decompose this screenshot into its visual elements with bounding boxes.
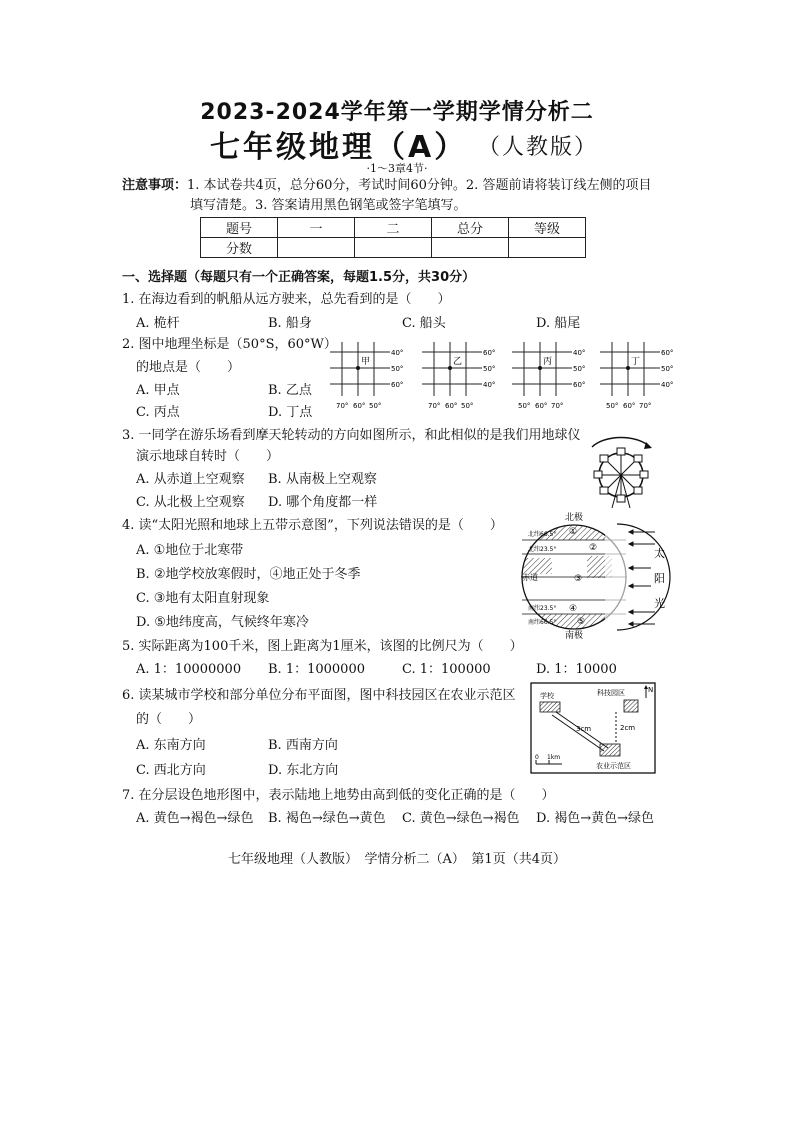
lon-label: 70° xyxy=(336,402,349,410)
q7-stem: 7. 在分层设色地形图中，表示陆地上地势由高到低的变化正确的是（ ） xyxy=(122,788,555,803)
score-table xyxy=(200,217,586,258)
q2-grid-ding xyxy=(600,342,660,396)
lon-label: 60° xyxy=(623,402,636,410)
q3-stem: 3. 一同学在游乐场看到摩天轮转动的方向如图所示，和此相似的是我们用地球仪 xyxy=(122,428,581,443)
section-title: 一、选择题（每题只有一个正确答案，每题1.5分，共30分） xyxy=(122,270,476,285)
lon-label: 70° xyxy=(639,402,652,410)
point-marker xyxy=(538,366,542,370)
q2-grid-jia xyxy=(330,342,390,396)
lat-label: 40° xyxy=(483,381,496,389)
distance-label: 3cm xyxy=(576,725,592,733)
q2-grid-yi xyxy=(422,342,482,396)
q4-stem: 4. 读“太阳光照和地球上五带示意图”，下列说法错误的是（ ） xyxy=(122,518,503,533)
lat-label: 50° xyxy=(661,365,674,373)
q1-option-d[interactable]: D. 船尾 xyxy=(536,316,581,331)
lat-label: 60° xyxy=(483,349,496,357)
zone-mark: ⑤ xyxy=(577,617,586,627)
table-cell: 总分 xyxy=(432,218,509,238)
farm-label: 农业示范区 xyxy=(596,762,631,770)
table-cell: 等级 xyxy=(509,218,586,238)
q2-stem: 2. 图中地理坐标是（50°S，60°W） xyxy=(122,337,337,352)
ferris-wheel-icon xyxy=(584,425,658,509)
lon-label: 50° xyxy=(518,402,531,410)
equator-label: 赤道 xyxy=(522,573,538,582)
q2-grid-bing xyxy=(512,342,572,396)
lat-label: 50° xyxy=(573,365,586,373)
lat-label: 60° xyxy=(391,381,404,389)
notice-label: 注意事项： xyxy=(122,178,188,193)
q3-option-d[interactable]: D. 哪个角度都一样 xyxy=(268,495,378,510)
zone-mark: ③ xyxy=(574,574,583,584)
lon-label: 70° xyxy=(551,402,564,410)
score-input-cell[interactable] xyxy=(432,238,509,258)
scope-label: ·1～3章4节· xyxy=(366,162,428,175)
exam-title: 2023-2024学年第一学期学情分析二 xyxy=(200,100,594,125)
lat-label: 40° xyxy=(573,349,586,357)
q2-fig-label: 丙 xyxy=(543,357,553,367)
q2-stem2: 的地点是（ ） xyxy=(136,360,241,375)
school-block xyxy=(540,702,560,712)
score-table-row xyxy=(201,218,586,238)
q6-option-b[interactable]: B. 西南方向 xyxy=(268,738,338,753)
q2-option-d[interactable]: D. 丁点 xyxy=(268,405,313,420)
lon-label: 50° xyxy=(606,402,619,410)
zone-mark: ② xyxy=(589,543,598,553)
q6-stem2: 的（ ） xyxy=(136,712,202,727)
tech-park-block xyxy=(624,700,638,712)
school-label: 学校 xyxy=(540,692,554,700)
sunlight-label: 光 xyxy=(654,597,665,610)
lat-label: 60° xyxy=(573,381,586,389)
lon-label: 70° xyxy=(428,402,441,410)
subject-title: 七年级地理（A） xyxy=(210,130,468,165)
q3-option-b[interactable]: B. 从南极上空观察 xyxy=(268,472,377,487)
table-cell: 一 xyxy=(278,218,355,238)
q1-option-b[interactable]: B. 船身 xyxy=(268,316,312,331)
q4-option-d[interactable]: D. ⑤地纬度高，气候终年寒冷 xyxy=(136,615,309,630)
q7-option-a[interactable]: A. 黄色→褐色→绿色 xyxy=(136,811,254,826)
q1-option-a[interactable]: A. 桅杆 xyxy=(136,316,180,331)
city-map-figure xyxy=(530,682,656,774)
lat-label: 50° xyxy=(391,365,404,373)
scale-label: 1km xyxy=(547,754,561,761)
point-marker xyxy=(448,366,452,370)
scale-label: 0 xyxy=(535,754,539,761)
q3-stem2: 演示地球自转时（ ） xyxy=(136,449,280,464)
lat-label: 60° xyxy=(661,349,674,357)
q6-option-d[interactable]: D. 东北方向 xyxy=(268,763,339,778)
q7-option-b[interactable]: B. 褐色→绿色→黄色 xyxy=(268,811,386,826)
q6-stem: 6. 读某城市学校和部分单位分布平面图，图中科技园区在农业示范区 xyxy=(122,688,516,703)
q5-option-b[interactable]: B. 1：1000000 xyxy=(268,662,365,677)
q7-option-c[interactable]: C. 黄色→绿色→褐色 xyxy=(402,811,520,826)
lat-label: 南纬23.5° xyxy=(528,605,557,612)
q1-option-c[interactable]: C. 船头 xyxy=(402,316,446,331)
q2-option-b[interactable]: B. 乙点 xyxy=(268,383,312,398)
score-input-cell[interactable] xyxy=(278,238,355,258)
zone-mark: ① xyxy=(569,527,578,537)
q4-option-b[interactable]: B. ②地学校放寒假时，④地正处于冬季 xyxy=(136,567,361,582)
q5-option-d[interactable]: D. 1：10000 xyxy=(536,662,617,677)
q6-option-c[interactable]: C. 西北方向 xyxy=(136,763,206,778)
sunlight-label: 阳 xyxy=(654,572,665,585)
distance-label: 2cm xyxy=(620,724,636,732)
q5-option-a[interactable]: A. 1：10000000 xyxy=(136,662,242,677)
edition-label: （人教版） xyxy=(478,135,599,160)
score-input-cell[interactable] xyxy=(509,238,586,258)
q6-option-a[interactable]: A. 东南方向 xyxy=(136,738,206,753)
tech-park-label: 科技园区 xyxy=(597,689,625,697)
notice-line1 xyxy=(122,178,651,194)
sunlight-label: 太 xyxy=(654,547,665,560)
q2-option-a[interactable]: A. 甲点 xyxy=(136,383,180,398)
score-table-row xyxy=(201,238,586,258)
lon-label: 50° xyxy=(461,402,474,410)
q5-stem: 5. 实际距离为100千米，图上距离为1厘米，该图的比例尺为（ ） xyxy=(122,639,523,654)
north-label: N xyxy=(648,686,654,694)
page-footer: 七年级地理（人教版） 学情分析二（A） 第1页（共4页） xyxy=(228,852,566,867)
q2-coordinate-figures xyxy=(325,340,674,412)
q3-option-a[interactable]: A. 从赤道上空观察 xyxy=(136,472,245,487)
q4-option-c[interactable]: C. ③地有太阳直射现象 xyxy=(136,591,270,606)
q2-fig-label: 乙 xyxy=(453,357,463,367)
q3-option-c[interactable]: C. 从北极上空观察 xyxy=(136,495,245,510)
point-marker xyxy=(356,366,360,370)
q2-fig-label: 甲 xyxy=(361,357,371,367)
q2-option-c[interactable]: C. 丙点 xyxy=(136,405,180,420)
table-cell: 分数 xyxy=(201,238,278,258)
q1-stem: 1. 在海边看到的帆船从远方驶来，总先看到的是（ ） xyxy=(122,292,451,307)
lon-label: 60° xyxy=(445,402,458,410)
table-cell: 题号 xyxy=(201,218,278,238)
point-marker xyxy=(626,366,630,370)
table-cell: 二 xyxy=(355,218,432,238)
lat-label: 50° xyxy=(483,365,496,373)
q7-option-d[interactable]: D. 褐色→黄色→绿色 xyxy=(536,811,655,826)
notice-text1: 1. 本试卷共4页，总分60分，考试时间60分钟。2. 答题前请将装订线左侧的项目 xyxy=(187,178,652,193)
south-pole-label: 南极 xyxy=(565,631,584,641)
q2-fig-label: 丁 xyxy=(631,357,641,367)
zone-mark: ④ xyxy=(569,604,578,614)
earth-zones-figure xyxy=(517,512,667,642)
north-pole-label: 北极 xyxy=(565,513,584,523)
lat-label: 40° xyxy=(661,381,674,389)
lat-label: 南纬66.5° xyxy=(528,619,557,626)
lon-label: 50° xyxy=(369,402,382,410)
notice-line2: 填写清楚。3. 答案请用黑色钢笔或签字笔填写。 xyxy=(190,198,467,213)
lon-label: 60° xyxy=(353,402,366,410)
lat-label: 北纬23.5° xyxy=(528,546,557,553)
lon-label: 60° xyxy=(535,402,548,410)
q4-option-a[interactable]: A. ①地位于北寒带 xyxy=(136,543,244,558)
lat-label: 40° xyxy=(391,349,404,357)
lat-label: 北纬66.5° xyxy=(528,531,557,538)
q5-option-c[interactable]: C. 1：100000 xyxy=(402,662,491,677)
score-input-cell[interactable] xyxy=(355,238,432,258)
